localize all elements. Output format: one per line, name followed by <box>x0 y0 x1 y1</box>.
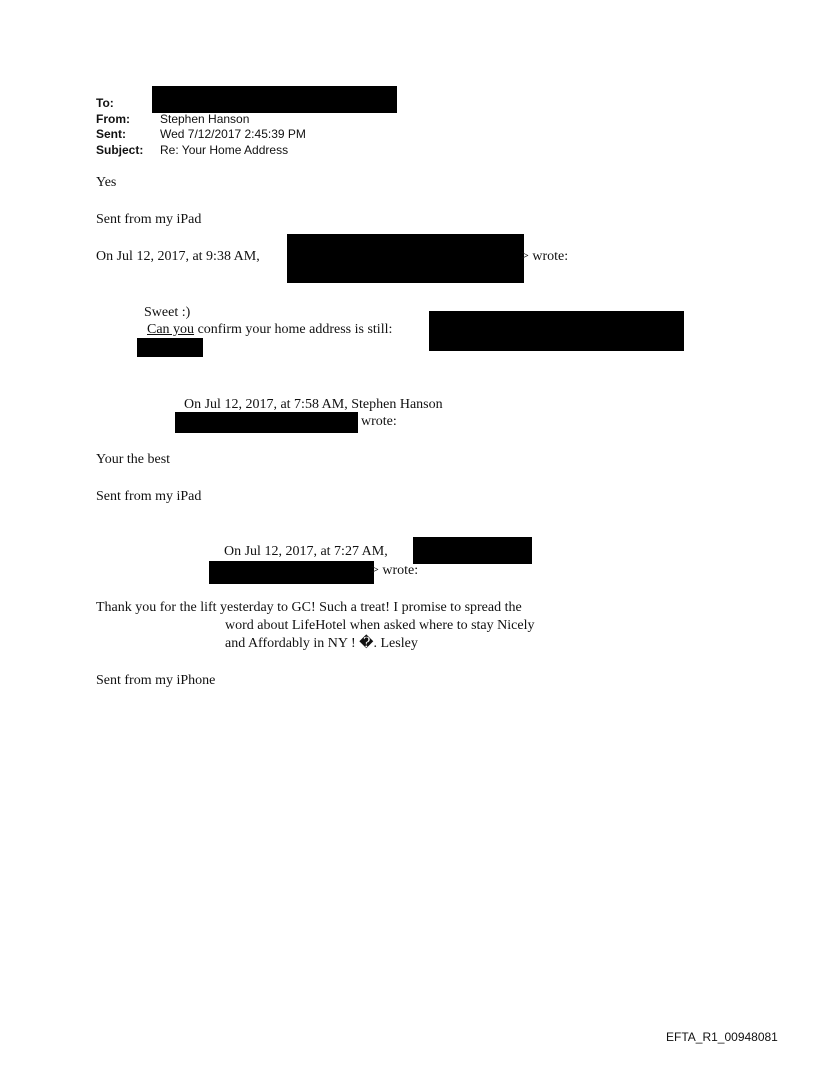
to-label: To: <box>96 96 114 110</box>
message-thank-you-line1: Thank you for the lift yesterday to GC! Such a treat! I promise to spread the <box>96 600 522 615</box>
sent-value: Wed 7/12/2017 2:45:39 PM <box>160 127 306 141</box>
signature-ipad-2: Sent from my iPad <box>96 489 202 504</box>
redaction-quote3-sender <box>413 537 532 564</box>
reply-text: Yes <box>96 175 117 190</box>
sent-label: Sent: <box>96 127 126 141</box>
message-your-the-best: Your the best <box>96 452 171 467</box>
subject-label: Subject: <box>96 143 144 157</box>
quote2-intro: On Jul 12, 2017, at 7:58 AM, Stephen Hanson <box>184 397 443 412</box>
message-confirm-address <box>147 321 392 338</box>
document-id: EFTA_R1_00948081 <box>666 1030 778 1044</box>
redaction-to <box>152 86 397 113</box>
message-thank-you-line3: and Affordably in NY ! �. Lesley <box>225 636 418 651</box>
subject-value: Re: Your Home Address <box>160 143 289 157</box>
message-sweet: Sweet :) <box>144 305 191 320</box>
redaction-address-cont <box>137 338 203 357</box>
signature-ipad-1: Sent from my iPad <box>96 212 202 227</box>
redaction-quote1-sender <box>287 234 524 283</box>
signature-iphone: Sent from my iPhone <box>96 673 216 688</box>
message-thank-you-line2: word about LifeHotel when asked where to stay Nicely <box>225 618 535 633</box>
confirm-link-fragment: Can you <box>147 322 195 337</box>
from-label: From: <box>96 112 130 126</box>
redaction-address <box>429 311 684 351</box>
redaction-quote2-email <box>175 412 358 433</box>
quote3-intro: On Jul 12, 2017, at 7:27 AM, <box>224 544 388 559</box>
quote3-wrote: > wrote: <box>371 563 419 578</box>
quote1-wrote: > wrote: <box>521 249 569 264</box>
quote1-intro: On Jul 12, 2017, at 9:38 AM, <box>96 249 260 264</box>
confirm-text: confirm your home address is still: <box>194 322 393 337</box>
quote2-wrote: wrote: <box>361 414 397 429</box>
from-value: Stephen Hanson <box>160 112 250 126</box>
redaction-quote3-email <box>209 561 374 584</box>
